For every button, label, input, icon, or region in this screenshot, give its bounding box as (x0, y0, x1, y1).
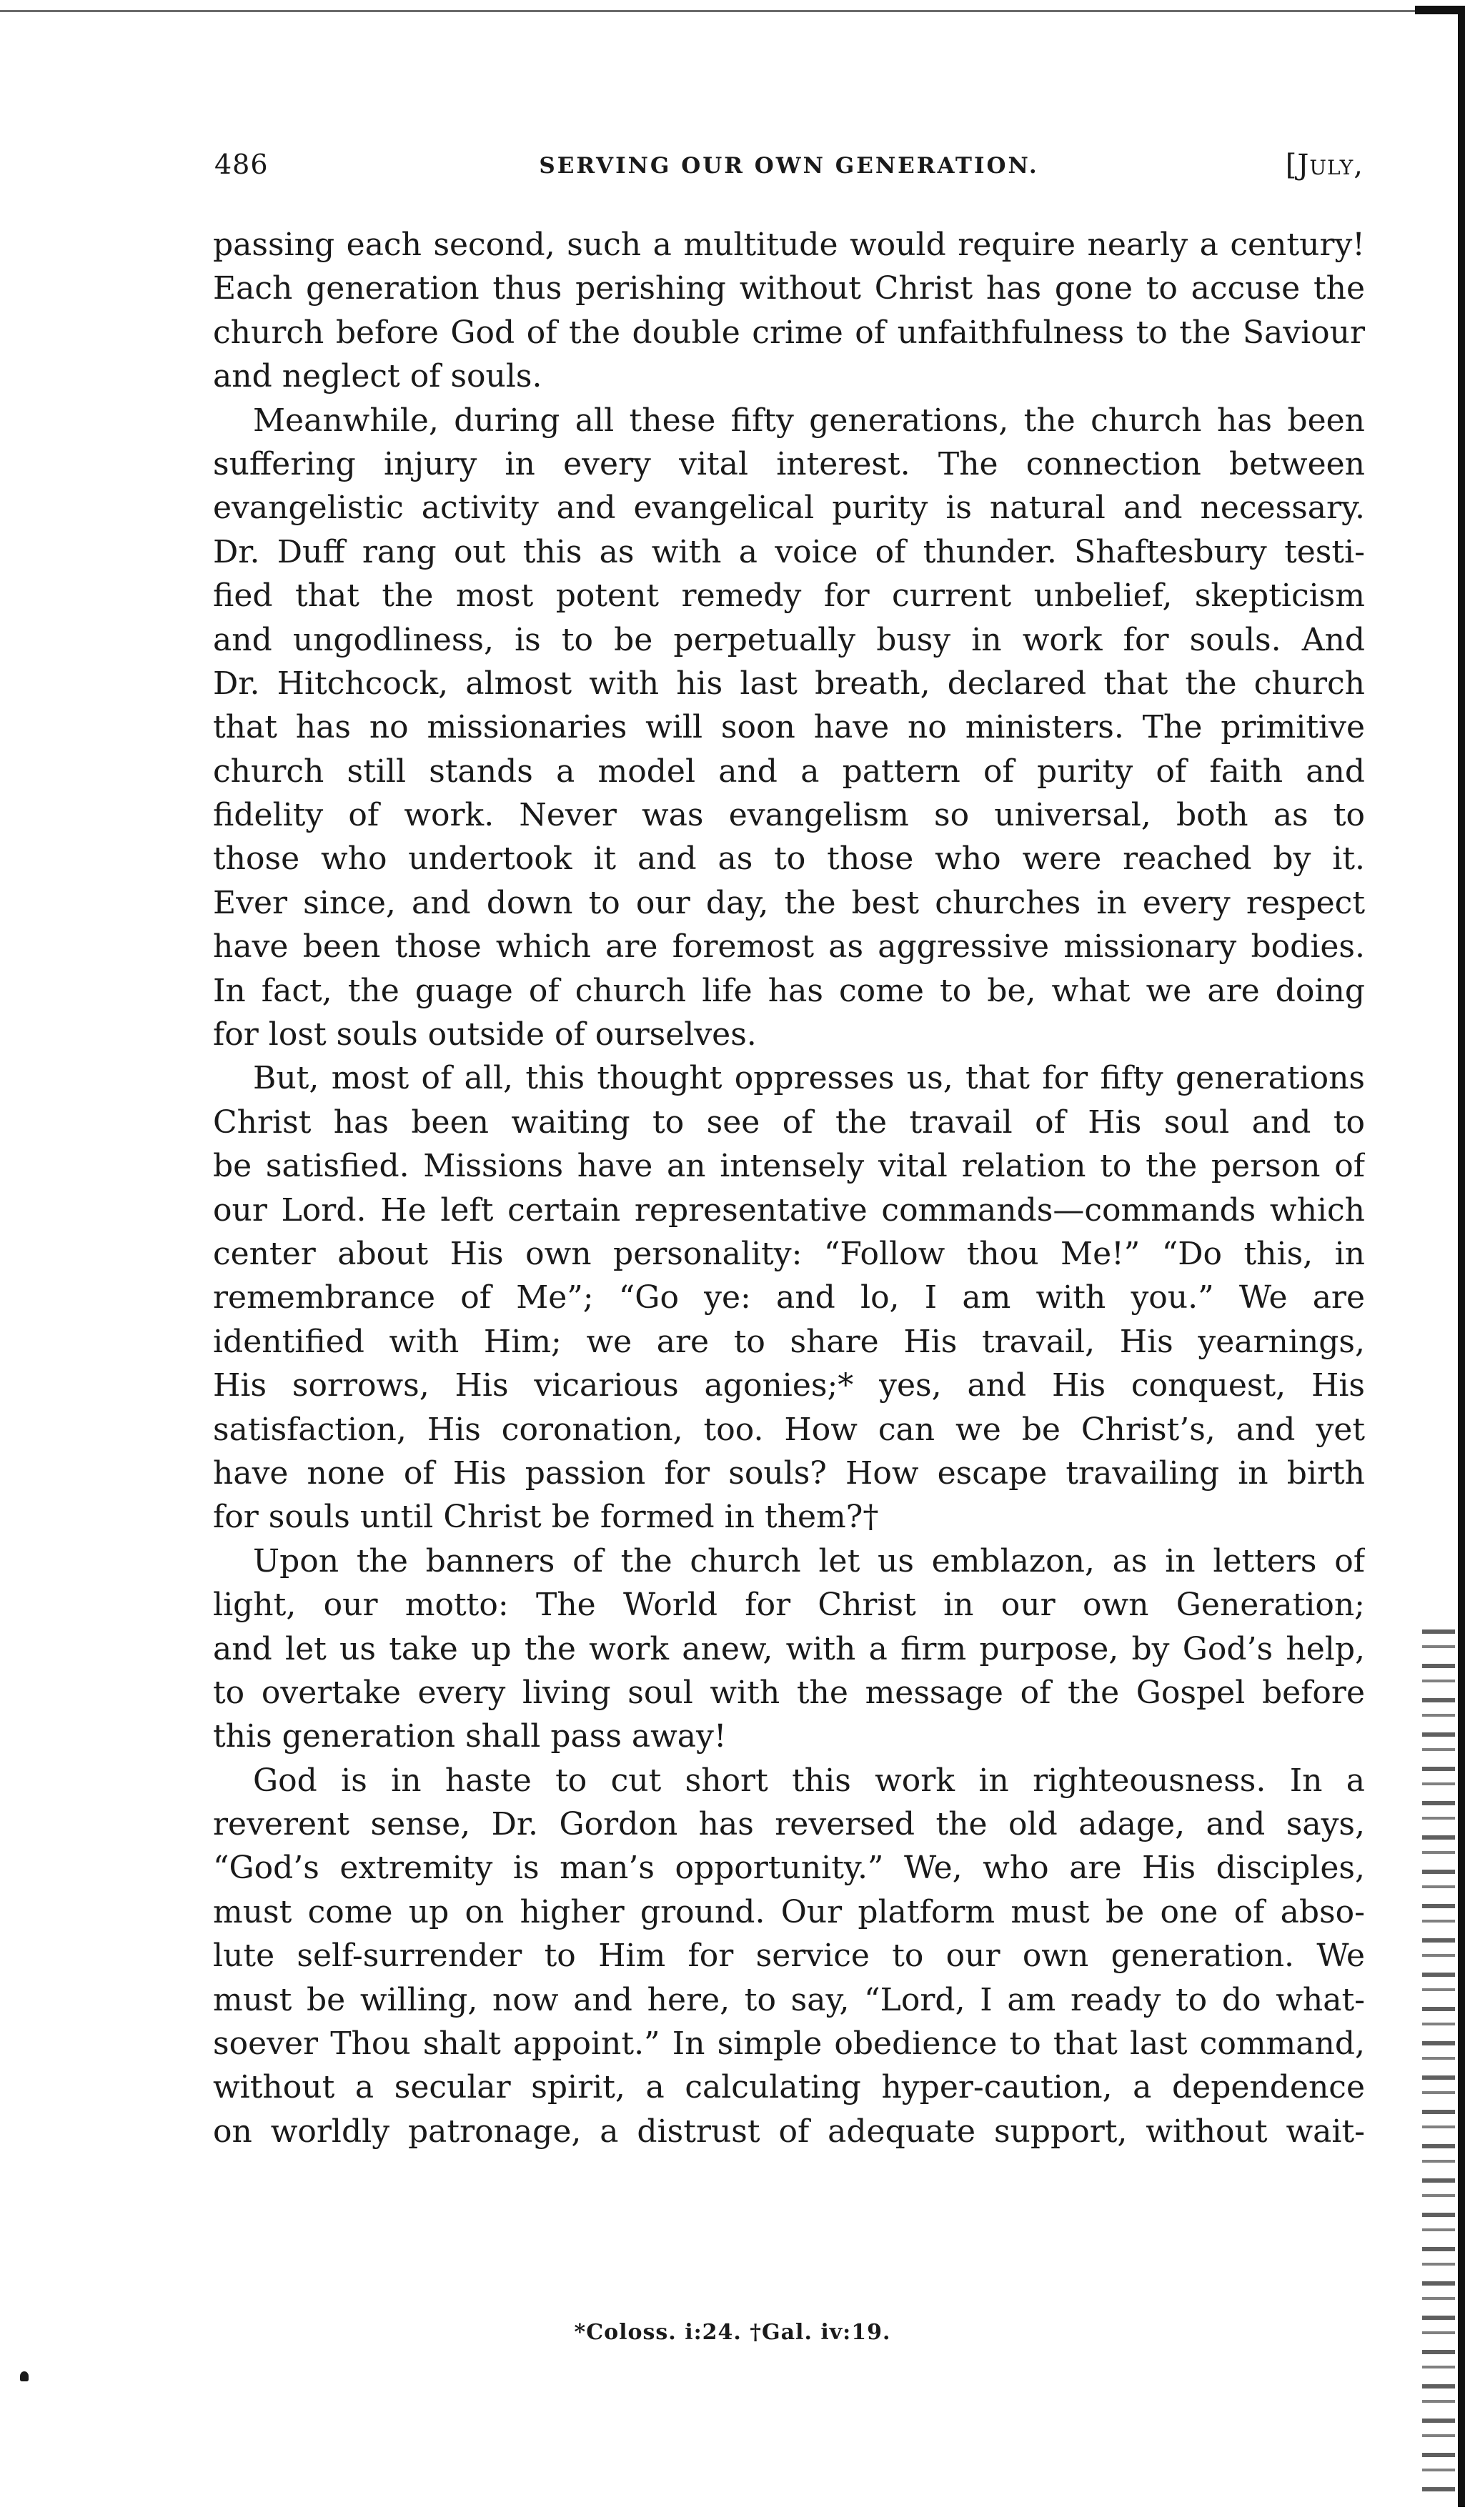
text-line: Dr. Hitchcock, almost with his last breath, declared that the church (213, 665, 1365, 702)
text-line: Upon the banners of the church let us emblazon, as in letters of (253, 1542, 1365, 1579)
page-header (214, 149, 1364, 192)
text-line: satisfaction, His coronation, too. How can we be Christ’s, and yet (213, 1411, 1365, 1448)
text-line: passing each second, such a multitude would require nearly a century! (213, 227, 1365, 263)
text-line: for lost souls outside of ourselves. (213, 1016, 757, 1053)
footnotes: *Coloss. i:24. †Gal. iv:19. (574, 2320, 891, 2345)
text-line: lute self-surrender to Him for service to our own generation. We (213, 1938, 1365, 1975)
text-line: God is in haste to cut short this work in righteousness. In a (253, 1762, 1365, 1799)
text-line: reverent sense, Dr. Gordon has reversed the old adage, and says, (213, 1806, 1365, 1843)
text-line: for souls until Christ be formed in them?† (213, 1499, 879, 1536)
text-line: suffering injury in every vital interest. The connection between (213, 445, 1365, 482)
top-rule (0, 10, 1415, 12)
text-line: center about His own personality: “Follow thou Me!” “Do this, in (213, 1235, 1365, 1272)
text-line: Each generation thus perishing without Christ has gone to accuse the (213, 270, 1365, 307)
text-line: evangelistic activity and evangelical purity is natural and necessary. (213, 490, 1365, 527)
text-line: and let us take up the work anew, with a firm purpose, by God’s help, (213, 1630, 1365, 1667)
text-line: light, our motto: The World for Christ in our own Generation; (213, 1587, 1365, 1624)
text-line: “God’s extremity is man’s opportunity.” We, who are His disciples, (213, 1850, 1365, 1887)
text-line: fied that the most potent remedy for current unbelief, skepticism (213, 577, 1365, 615)
page-edge-shadow (1458, 6, 1465, 2507)
gutter-scan-marks (1422, 1629, 1455, 2501)
text-line: to overtake every living soul with the message of the Gospel before (213, 1674, 1365, 1711)
text-line: those who undertook it and as to those who were reached by it. (213, 840, 1365, 878)
page-edge-notch (1415, 6, 1458, 14)
text-line: Christ has been waiting to see of the travail of His soul and to (213, 1103, 1365, 1141)
margin-mark (20, 2371, 29, 2381)
text-line: church still stands a model and a pattern of purity of faith and (213, 753, 1365, 790)
text-line: and ungodliness, is to be perpetually busy in work for souls. And (213, 621, 1365, 658)
running-title: SERVING OUR OWN GENERATION. (539, 153, 1039, 179)
text-line: In fact, the guage of church life has come to be, what we are doing (213, 972, 1365, 1009)
text-line: and neglect of souls. (213, 358, 542, 395)
text-line: without a secular spirit, a calculating hyper-caution, a dependence (213, 2069, 1365, 2106)
text-line: must be willing, now and here, to say, “Lord, I am ready to do what- (213, 1981, 1365, 2018)
text-line: have been those which are foremost as aggressive missionary bodies. (213, 928, 1365, 966)
text-line: remembrance of Me”; “Go ye: and lo, I am with you.” We are (213, 1279, 1365, 1316)
running-date: [July, (1285, 149, 1364, 182)
text-line: His sorrows, His vicarious agonies;* yes, and His conquest, His (213, 1367, 1365, 1404)
text-line: Dr. Duff rang out this as with a voice of thunder. Shaftesbury testi- (213, 533, 1365, 570)
page-number: 486 (214, 149, 269, 180)
text-line: this generation shall pass away! (213, 1718, 727, 1755)
text-line: on worldly patronage, a distrust of adequate support, without wait- (213, 2113, 1365, 2150)
text-line: identified with Him; we are to share His travail, His yearnings, (213, 1323, 1365, 1360)
text-line: fidelity of work. Never was evangelism so universal, both as to (213, 797, 1365, 834)
text-line: have none of His passion for souls? How escape travailing in birth (213, 1454, 1365, 1492)
text-line: But, most of all, this thought oppresses us, that for fifty generations (253, 1060, 1365, 1097)
text-line: be satisfied. Missions have an intensely vital relation to the person of (213, 1148, 1365, 1185)
text-line: Ever since, and down to our day, the best churches in every respect (213, 884, 1365, 921)
body-text (213, 223, 1365, 2153)
text-line: must come up on higher ground. Our platform must be one of abso- (213, 1893, 1365, 1930)
text-line: soever Thou shalt appoint.” In simple obedience to that last command, (213, 2025, 1365, 2063)
text-line: Meanwhile, during all these fifty generations, the church has been (253, 402, 1365, 439)
text-line: church before God of the double crime of unfaithfulness to the Saviour (213, 314, 1365, 351)
text-line: our Lord. He left certain representative commands—commands which (213, 1191, 1365, 1229)
text-line: that has no missionaries will soon have no ministers. The primitive (213, 709, 1365, 746)
